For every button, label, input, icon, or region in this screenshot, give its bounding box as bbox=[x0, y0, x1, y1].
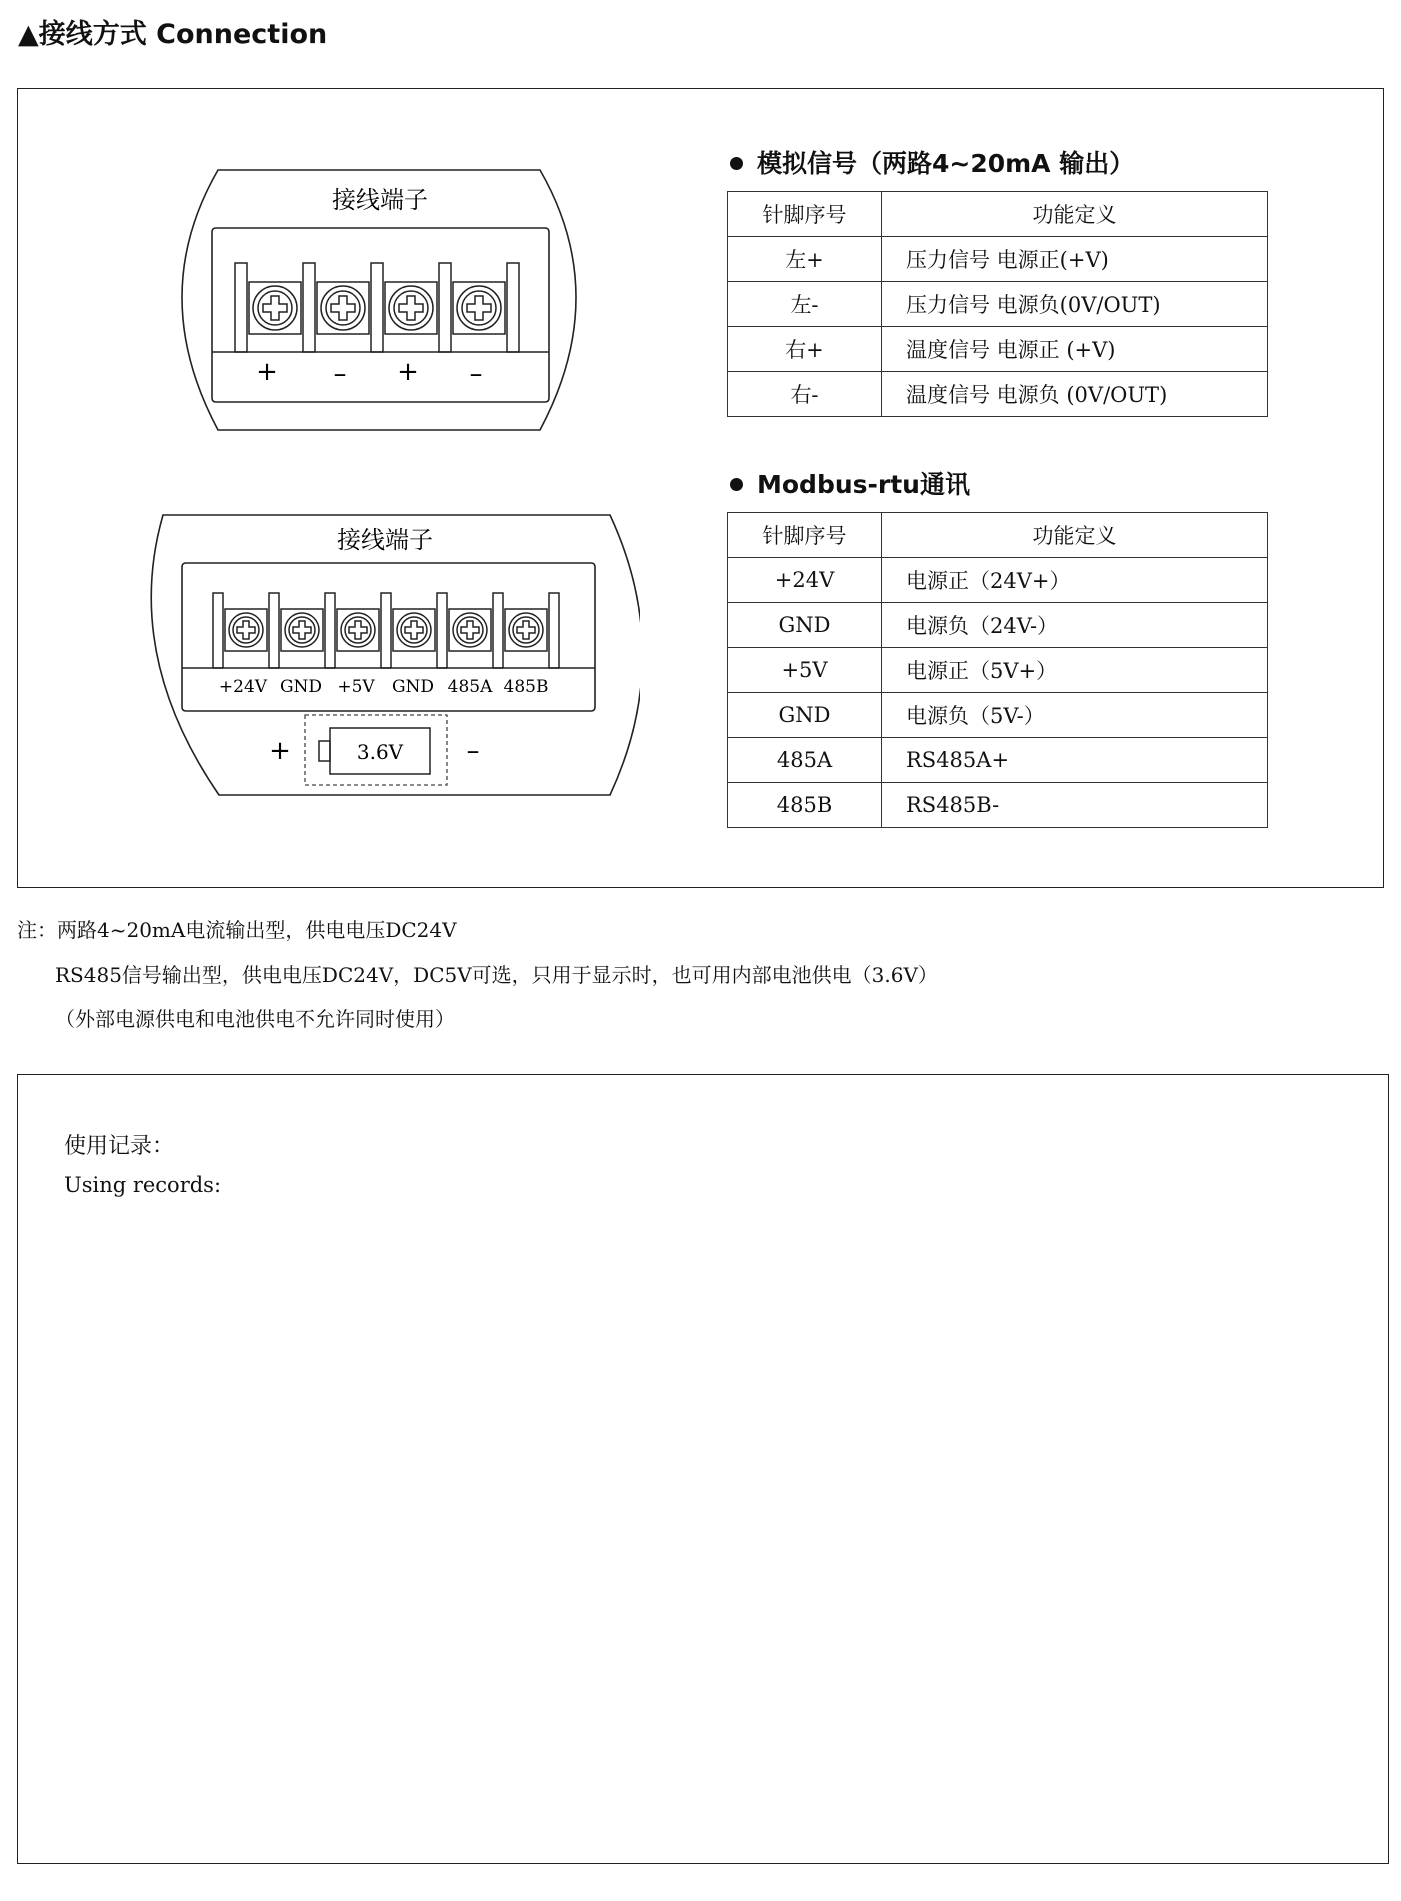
pin-cell: 左- bbox=[728, 282, 882, 327]
battery-plus: + bbox=[269, 736, 291, 766]
pin-cell: 右+ bbox=[728, 327, 882, 372]
table-row bbox=[728, 558, 1268, 603]
table-row bbox=[728, 237, 1268, 282]
column-header: 针脚序号 bbox=[728, 192, 882, 237]
note-line: 注：两路4~20mA电流输出型，供电电压DC24V bbox=[17, 918, 457, 942]
function-cell: 温度信号 电源负 (0V/OUT) bbox=[882, 372, 1268, 417]
pin-cell: 485A bbox=[728, 738, 882, 783]
function-cell: RS485A+ bbox=[882, 738, 1268, 783]
terminal-screws bbox=[213, 593, 559, 668]
terminal-block-title: 接线端子 bbox=[332, 186, 428, 214]
pin-cell: 485B bbox=[728, 783, 882, 828]
terminal-label: + bbox=[397, 357, 419, 387]
pin-cell: GND bbox=[728, 603, 882, 648]
terminal-diagram-analog bbox=[160, 160, 600, 440]
table-header-row bbox=[728, 513, 1268, 558]
column-header: 功能定义 bbox=[882, 513, 1268, 558]
note-line: RS485信号输出型，供电电压DC24V，DC5V可选，只用于显示时，也可用内部电池供电（3.6V） bbox=[55, 963, 938, 987]
records-label-cn: 使用记录： bbox=[64, 1134, 175, 1159]
function-cell: 压力信号 电源负(0V/OUT) bbox=[882, 282, 1268, 327]
terminal-screws bbox=[235, 263, 519, 352]
pin-cell: +5V bbox=[728, 648, 882, 693]
terminal-label: +5V bbox=[337, 677, 375, 697]
column-header: 针脚序号 bbox=[728, 513, 882, 558]
modbus-section-title: Modbus-rtu通讯 bbox=[730, 465, 970, 501]
function-cell: RS485B- bbox=[882, 783, 1268, 828]
terminal-diagram-modbus bbox=[135, 505, 640, 805]
analog-pin-table bbox=[727, 191, 1268, 417]
battery-label: 3.6V bbox=[356, 740, 404, 764]
function-cell: 电源负（24V-） bbox=[882, 603, 1268, 648]
table-row bbox=[728, 327, 1268, 372]
battery-minus: – bbox=[466, 736, 480, 766]
function-cell: 电源正（24V+） bbox=[882, 558, 1268, 603]
page-title: ▲接线方式 Connection bbox=[18, 19, 328, 50]
table-row bbox=[728, 648, 1268, 693]
pin-cell: +24V bbox=[728, 558, 882, 603]
function-cell: 电源正（5V+） bbox=[882, 648, 1268, 693]
table-row bbox=[728, 282, 1268, 327]
pin-cell: 左+ bbox=[728, 237, 882, 282]
table-row bbox=[728, 738, 1268, 783]
function-cell: 温度信号 电源正 (+V) bbox=[882, 327, 1268, 372]
records-label-en: Using records: bbox=[64, 1173, 222, 1197]
analog-section-title: 模拟信号（两路4~20mA 输出） bbox=[730, 144, 1134, 180]
records-frame bbox=[17, 1074, 1389, 1864]
table-row bbox=[728, 783, 1268, 828]
terminal-label: – bbox=[333, 359, 347, 389]
pin-cell: 右- bbox=[728, 372, 882, 417]
column-header: 功能定义 bbox=[882, 192, 1268, 237]
terminal-label: 485B bbox=[503, 677, 549, 697]
bullet-icon bbox=[730, 478, 743, 491]
note-line: （外部电源供电和电池供电不允许同时使用） bbox=[55, 1007, 455, 1031]
table-row bbox=[728, 603, 1268, 648]
function-cell: 电源负（5V-） bbox=[882, 693, 1268, 738]
modbus-pin-table bbox=[727, 512, 1268, 828]
table-header-row bbox=[728, 192, 1268, 237]
pin-cell: GND bbox=[728, 693, 882, 738]
terminal-label: +24V bbox=[218, 677, 268, 697]
function-cell: 压力信号 电源正(+V) bbox=[882, 237, 1268, 282]
bullet-icon bbox=[730, 157, 743, 170]
terminal-label: – bbox=[469, 359, 483, 389]
table-row bbox=[728, 372, 1268, 417]
table-row bbox=[728, 693, 1268, 738]
terminal-block-title: 接线端子 bbox=[337, 526, 433, 554]
terminal-label: 485A bbox=[447, 677, 493, 697]
terminal-label: GND bbox=[391, 677, 435, 697]
terminal-label: + bbox=[256, 357, 278, 387]
terminal-label: GND bbox=[279, 677, 323, 697]
